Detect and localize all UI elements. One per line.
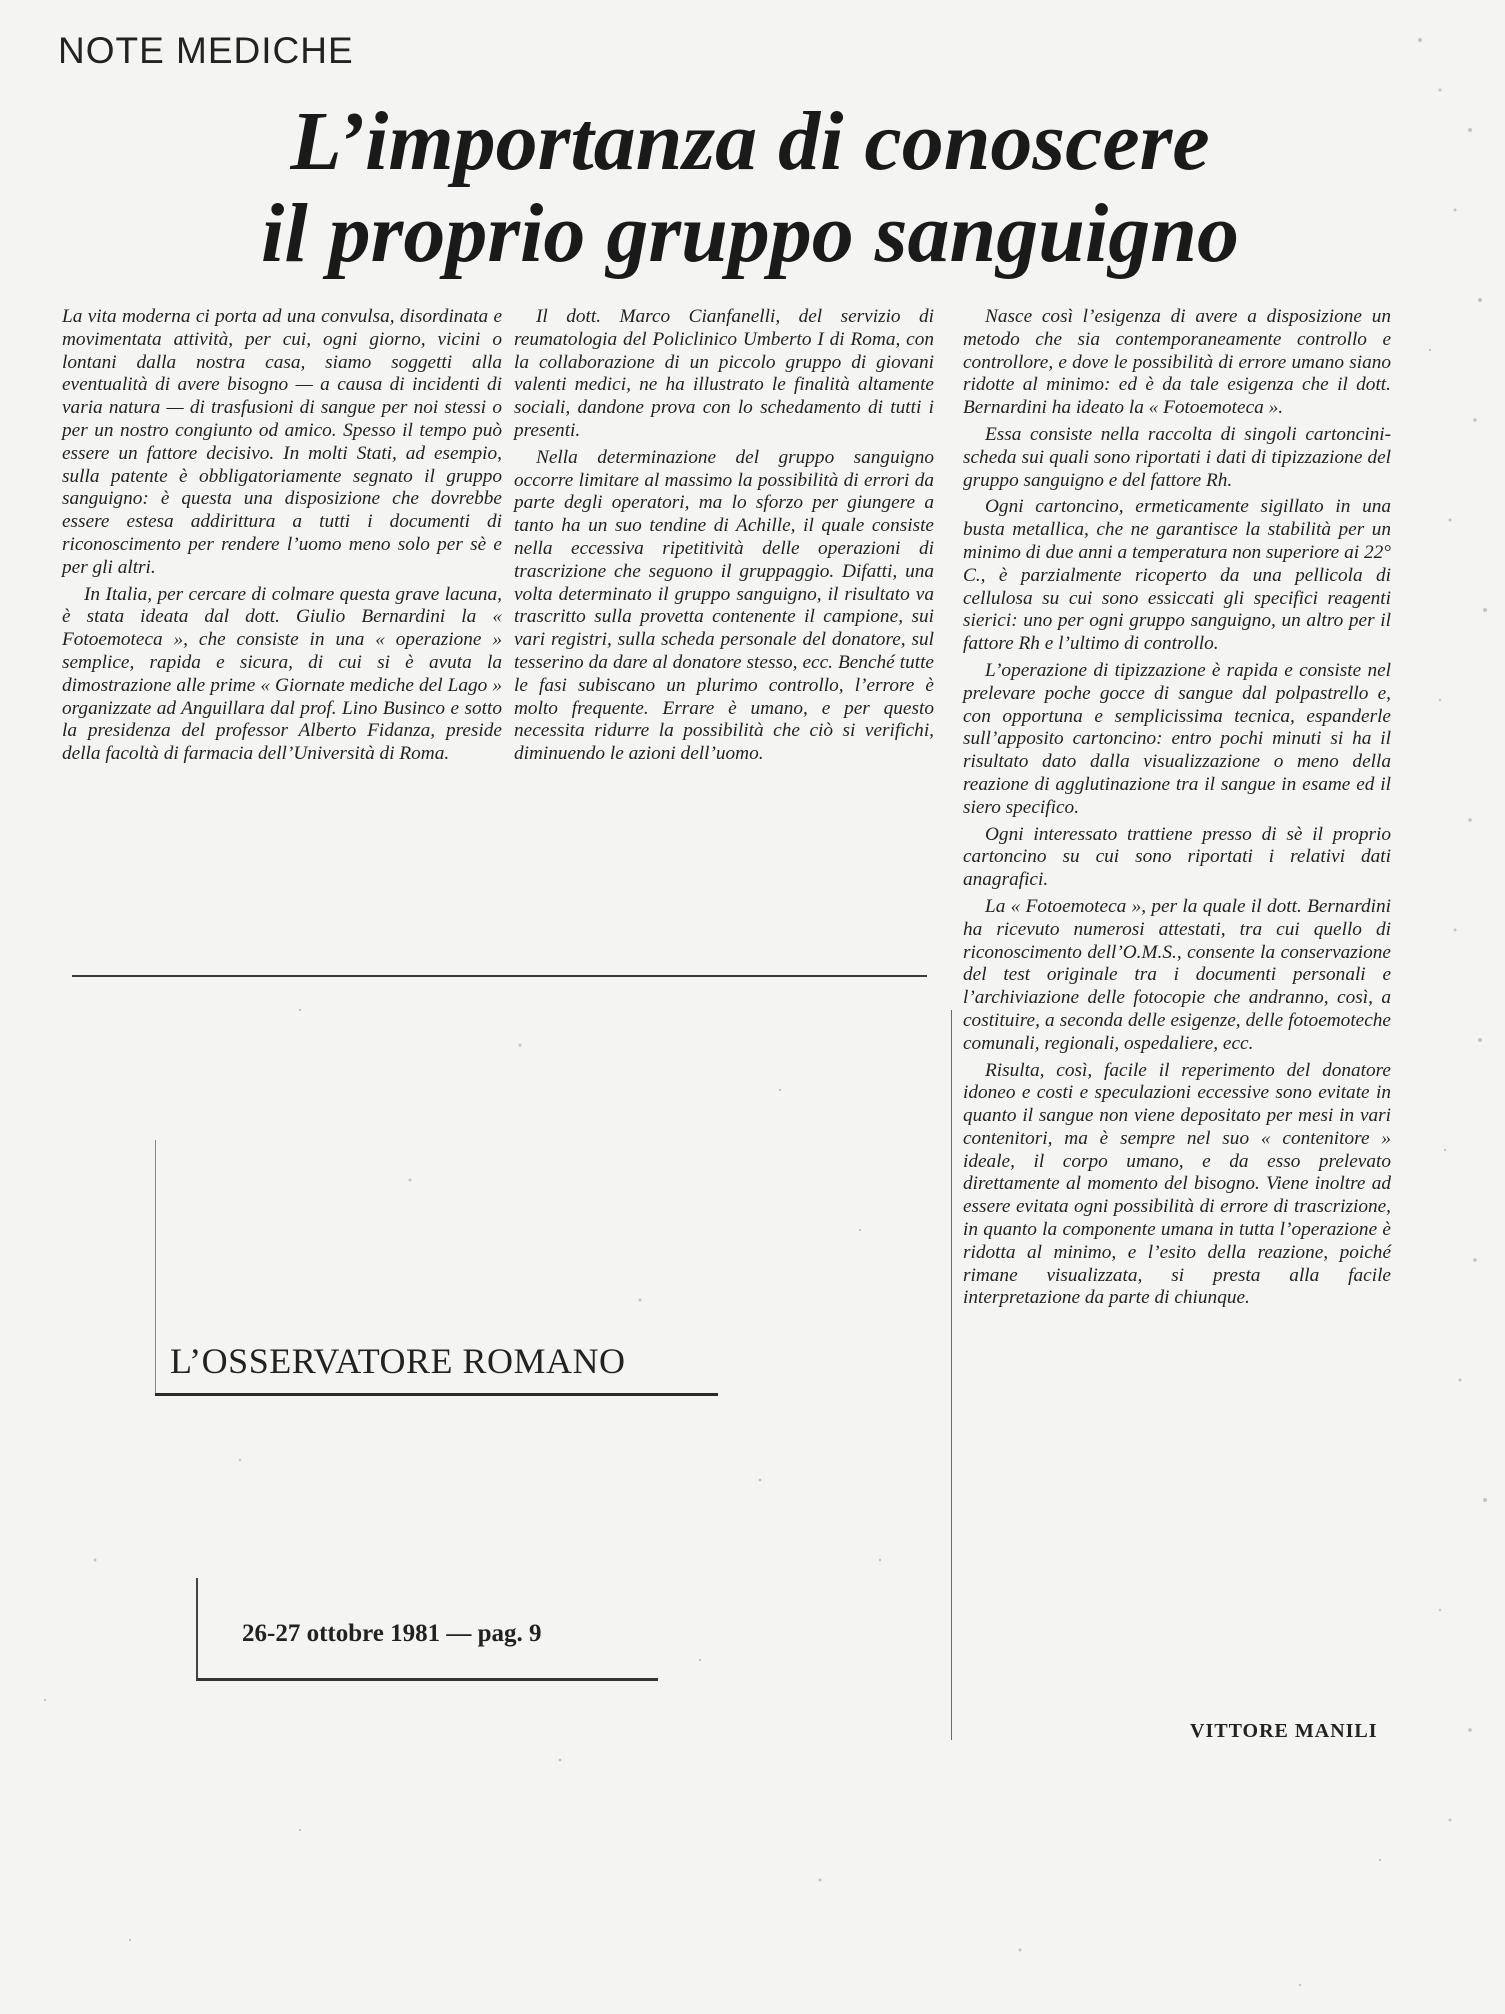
divider-vertical [155,1140,156,1395]
paragraph: L’operazione di tipizzazione è rapida e consiste nel prelevare poche gocce di sangue dal polpastrello e, con opportuna e semplicissima tecnica, espanderle sull’apposito cartoncino: entro pochi minuti si ha il risultato dato dalla visualizzazione o meno della reazione di agglutinazione tra il sangue in esame ed il siero specifico. [963,659,1391,818]
headline-line-1: L’importanza di conoscere [290,95,1210,188]
paragraph: In Italia, per cercare di colmare questa grave lacuna, è stata ideata dal dott. Giulio Bernardini la « Fotoemoteca », che consiste in una « operazione » semplice, rapida e sicura, di cui si è avuta la dimostrazione alle prime « Giornate mediche del Lago » organizzate ad Anguillara dal prof. Lino Businco e sotto la presidenza del professor Alberto Fidanza, preside della facoltà di farmacia dell’Università di Roma. [62,583,502,765]
article-column-3 [963,306,1391,1314]
newspaper-name-underline [155,1393,718,1396]
divider-horizontal [72,975,927,977]
divider-vertical [951,1010,952,1740]
paragraph: La « Fotoemoteca », per la quale il dott. Bernardini ha ricevuto numerosi attestati, tra cui quello di riconoscimento dell’O.M.S., consente la conservazione del test originale tra i documenti personali e l’archiviazione delle fotocopie che andranno, così, a costituire, a seconda delle esigenze, delle fotoemoteche comunali, regionali, ospedaliere, ecc. [963,895,1391,1054]
paragraph: Il dott. Marco Cianfanelli, del servizio di reumatologia del Policlinico Umberto I di Roma, con la collaborazione di un piccolo gruppo di giovani valenti medici, ne ha illustrato le finalità altamente sociali, dandone prova con lo schedamento di tutti i presenti. [514,306,934,441]
section-label: NOTE MEDICHE [58,30,354,71]
paragraph: Essa consiste nella raccolta di singoli cartoncini-scheda sui quali sono riportati i dati di tipizzazione del gruppo sanguigno e del fattore Rh. [963,423,1391,491]
headline [190,96,1310,280]
article-column-1 [62,306,502,770]
newspaper-name: L’OSSERVATORE ROMANO [170,1341,626,1381]
paragraph: Ogni interessato trattiene presso di sè il proprio cartoncino su cui sono riportati i relativi dati anagrafici. [963,823,1391,891]
article-column-2 [514,306,934,770]
author-signature: VITTORE MANILI [1190,1720,1378,1742]
headline-line-2: il proprio gruppo sanguigno [261,187,1239,280]
issue-date-page: 26-27 ottobre 1981 — pag. 9 [242,1620,542,1647]
paragraph: Nella determinazione del gruppo sanguigno occorre limitare al massimo la possibilità di errori da parte degli operatori, ma lo sforzo per giungere a tanto ha un suo tendine di Achille, il quale consiste nella eccessiva ripetitività delle operazioni di trascrizione che seguono il gruppaggio. Difatti, una volta determinato il gruppo sanguigno, il risultato va trascritto sulla provetta contenente il campione, sui vari registri, sulla scheda personale del donatore, sul tesserino da dare al donatore stesso, ecc. Benché tutte le fasi subiscano un plurimo controllo, l’errore è molto frequente. Errare è umano, e per questo necessita ridurre la possibilità che ciò si verifichi, diminuendo le azioni dell’uomo. [514,446,934,765]
paragraph: Risulta, così, facile il reperimento del donatore idoneo e costi e speculazioni eccessive sono evitate in quanto il sangue non viene depositato per mesi in vari contenitori, ma è sempre nel suo « contenitore » ideale, il corpo umano, e da esso prelevato direttamente al momento del bisogno. Viene inoltre ad essere evitata ogni possibilità di errore di trascrizione, in quanto la componente umana in tutta l’operazione è ridotta al minimo, e l’esito della reazione, poiché rimane visualizzata, si presta alla facile interpretazione da parte di chiunque. [963,1059,1391,1309]
paragraph: La vita moderna ci porta ad una convulsa, disordinata e movimentata attività, per cui, ogni giorno, vicini o lontani dalla nostra casa, siamo soggetti alla eventualità di avere bisogno — a causa di incidenti di varia natura — di trasfusioni di sangue per noi stessi o per un nostro congiunto od amico. Spesso il tempo può essere un fattore decisivo. In molti Stati, ad esempio, sulla patente è obbligatoriamente segnato il gruppo sanguigno: è questa una disposizione che dovrebbe essere estesa addirittura a tutti i documenti di riconoscimento per rendere l’uomo meno solo per sè e per gli altri. [62,306,502,578]
paragraph: Nasce così l’esigenza di avere a disposizione un metodo che sia contemporaneamente controllo e controllore, e dove le possibilità di errore umano siano ridotte al minimo: ed è da tale esigenza che il dott. Bernardini ha ideato la « Fotoemoteca ». [963,306,1391,419]
paragraph: Ogni cartoncino, ermeticamente sigillato in una busta metallica, che ne garantisce la stabilità per un minimo di due anni a temperatura non superiore ai 22° C., è parzialmente ricoperto da una pellicola di cellulosa su cui sono essiccati gli specifici reagenti sierici: uno per ogni gruppo sanguigno, un altro per il fattore Rh e l’ultimo di controllo. [963,496,1391,655]
